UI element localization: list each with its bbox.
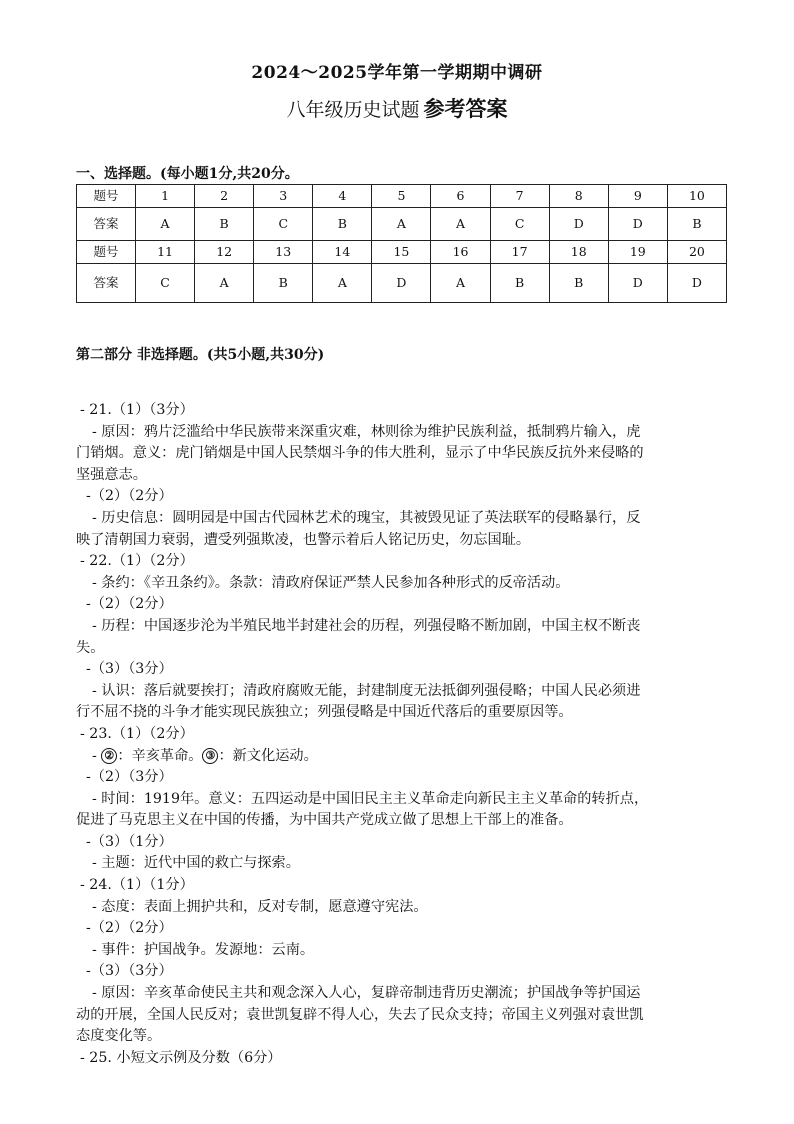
answer-line: - 历史信息：圆明园是中国古代园林艺术的瑰宝，其被毁见证了英法联军的侵略暴行，反: [92, 509, 641, 526]
table-cell: 5: [372, 185, 431, 208]
table-row: [77, 208, 727, 241]
answer-line: 行不屈不挠的斗争才能实现民族独立；列强侵略是中国近代落后的重要原因等。: [76, 704, 573, 721]
exam-subtitle: [0, 93, 794, 123]
table-cell: B: [313, 208, 372, 241]
table-row: [77, 241, 727, 264]
answer-line: 失。: [76, 639, 105, 656]
table-cell: 17: [490, 241, 549, 264]
table-cell: A: [431, 264, 490, 303]
answer-line: - 时间：1919年。意义：五四运动是中国旧民主主义革命走向新民主主义革命的转折点，: [92, 790, 649, 807]
table-cell: 19: [608, 241, 667, 264]
subtitle-answer-key: 参考答案: [423, 96, 508, 121]
section1-heading: 一、选择题。(每小题1分,共20分。: [76, 166, 299, 182]
sub-question-heading: -（3）（1分）: [86, 833, 173, 850]
table-row: [77, 185, 727, 208]
answer-line: - 条约：《辛丑条约》。条款：清政府保证严禁人民参加各种形式的反帝活动。: [92, 574, 570, 591]
table-cell: B: [549, 264, 608, 303]
section2-heading: 第二部分 非选择题。(共5小题,共30分): [76, 347, 325, 363]
sub-question-heading: -（2）（2分）: [86, 920, 173, 937]
table-cell: A: [431, 208, 490, 241]
table-cell: A: [372, 208, 431, 241]
sub-question-heading: -（2）（2分）: [86, 488, 173, 505]
answer-fragment: ：辛亥革命。: [117, 747, 203, 764]
table-cell: B: [667, 208, 726, 241]
table-cell: 12: [195, 241, 254, 264]
table-row: [77, 264, 727, 303]
table-cell: D: [608, 264, 667, 303]
table-cell: 15: [372, 241, 431, 264]
answer-line: - 态度：表面上拥护共和，反对专制，愿意遵守宪法。: [92, 898, 428, 915]
answer-line: - ② ：辛亥革命。 ③ ：新文化运动。: [92, 747, 318, 764]
table-cell: A: [136, 208, 195, 241]
table-cell: 20: [667, 241, 726, 264]
table-cell: 3: [254, 185, 313, 208]
table-cell: B: [195, 208, 254, 241]
answer-line: 动的开展，全国人民反对；袁世凯复辟不得人心，失去了民众支持；帝国主义列强对袁世凯: [76, 1006, 644, 1023]
answer-line: - 原因：鸦片泛滥给中华民族带来深重灾难，林则徐为维护民族利益，抵制鸦片输入，虎: [92, 423, 641, 440]
row-label-question: 题号: [77, 185, 136, 208]
circled-number-2: ②: [101, 748, 117, 764]
row-label-answer: 答案: [77, 208, 136, 241]
table-cell: 14: [313, 241, 372, 264]
table-cell: B: [254, 264, 313, 303]
question-24-heading: - 24.（1）（1分）: [80, 877, 194, 894]
answer-line: 态度变化等。: [76, 1028, 162, 1045]
table-cell: 4: [313, 185, 372, 208]
table-cell: 9: [608, 185, 667, 208]
subtitle-main: 八年级历史试题: [286, 99, 420, 121]
answer-line: - 主题：近代中国的救亡与探索。: [92, 855, 300, 872]
answer-line: 坚强意志。: [76, 466, 147, 483]
question-21-heading: - 21.（1）（3分）: [80, 402, 194, 418]
table-cell: 7: [490, 185, 549, 208]
circled-number-3: ③: [202, 748, 218, 764]
answer-line: - 事件：护国战争。发源地：云南。: [92, 941, 315, 958]
answer-line: 促进了马克思主义在中国的传播，为中国共产党成立做了思想上干部上的准备。: [76, 812, 573, 829]
table-cell: A: [195, 264, 254, 303]
sub-question-heading: -（2）（2分）: [86, 596, 173, 613]
exam-title: 2024～2025学年第一学期期中调研: [251, 63, 543, 83]
row-label-answer: 答案: [77, 264, 136, 303]
table-cell: B: [490, 264, 549, 303]
table-cell: A: [313, 264, 372, 303]
question-22-heading: - 22.（1）（2分）: [80, 553, 194, 570]
table-cell: 6: [431, 185, 490, 208]
answer-table: [76, 184, 727, 303]
table-cell: C: [136, 264, 195, 303]
table-cell: 2: [195, 185, 254, 208]
table-cell: D: [372, 264, 431, 303]
table-cell: 8: [549, 185, 608, 208]
table-cell: 18: [549, 241, 608, 264]
sub-question-heading: -（2）（3分）: [86, 769, 173, 786]
table-cell: D: [667, 264, 726, 303]
table-cell: 13: [254, 241, 313, 264]
answer-line: 映了清朝国力衰弱，遭受列强欺凌，也警示着后人铭记历史，勿忘国耻。: [76, 531, 531, 548]
answer-body: [76, 400, 724, 1069]
question-23-heading: - 23.（1）（2分）: [80, 725, 194, 742]
table-cell: 16: [431, 241, 490, 264]
table-cell: 10: [667, 185, 726, 208]
answer-fragment: ：新文化运动。: [218, 747, 318, 764]
sub-question-heading: -（3）（3分）: [86, 963, 173, 980]
table-cell: D: [549, 208, 608, 241]
table-cell: 11: [136, 241, 195, 264]
sub-question-heading: -（3）（3分）: [86, 661, 173, 678]
table-cell: 1: [136, 185, 195, 208]
row-label-question: 题号: [77, 241, 136, 264]
answer-line: - 原因：辛亥革命使民主共和观念深入人心，复辟帝制违背历史潮流；护国战争等护国运: [92, 985, 641, 1002]
answer-line: - 认识：落后就要挨打；清政府腐败无能，封建制度无法抵御列强侵略；中国人民必须进: [92, 682, 641, 699]
table-cell: D: [608, 208, 667, 241]
table-cell: C: [254, 208, 313, 241]
answer-line: 门销烟。意义：虎门销烟是中国人民禁烟斗争的伟大胜利，显示了中华民族反抗外来侵略的: [76, 445, 644, 462]
answer-line: - 历程：中国逐步沦为半殖民地半封建社会的历程，列强侵略不断加剧，中国主权不断丧: [92, 617, 641, 634]
question-25-heading: - 25. 小短文示例及分数（6分）: [80, 1049, 282, 1066]
table-cell: C: [490, 208, 549, 241]
